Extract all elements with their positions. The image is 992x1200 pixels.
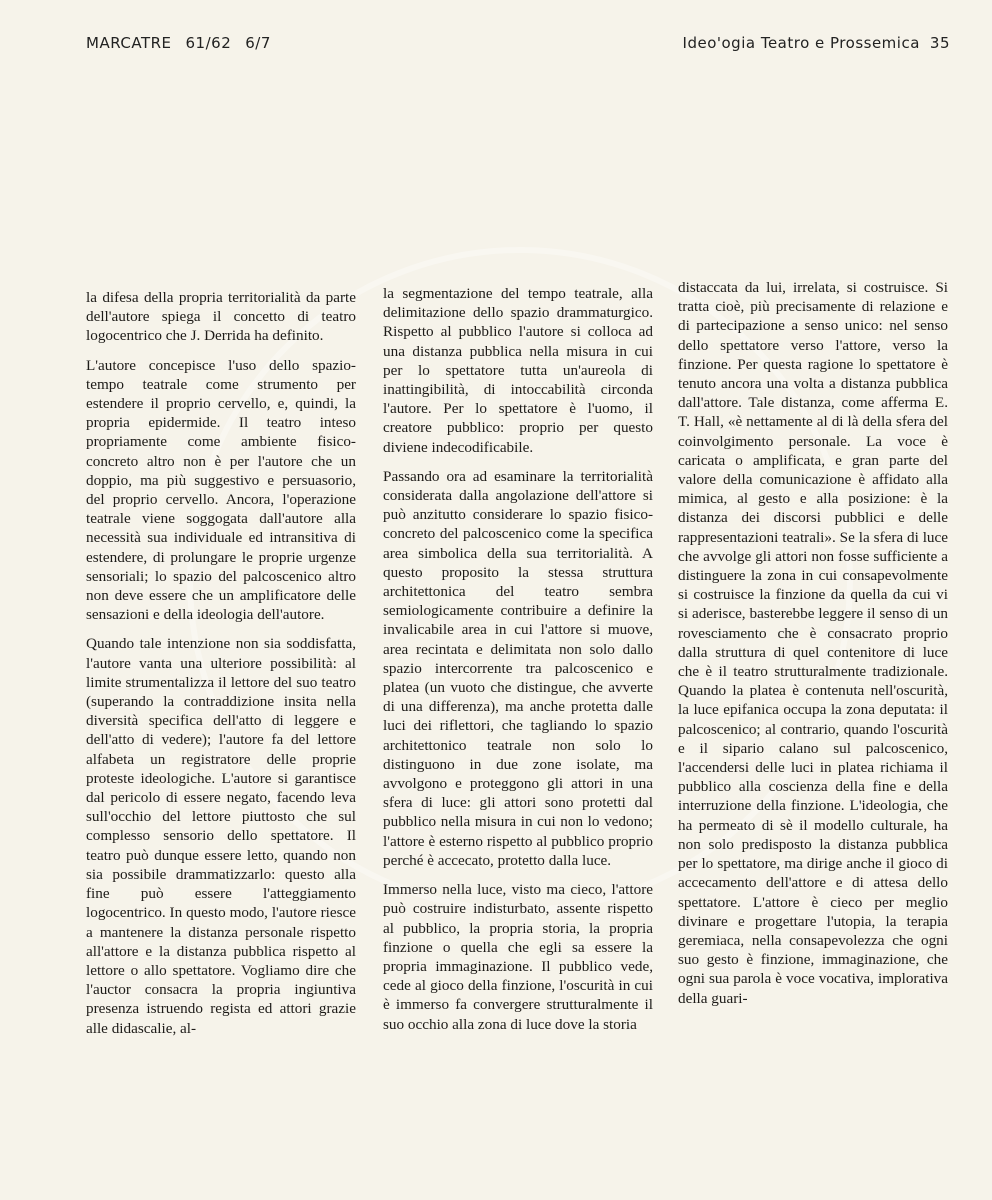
header-left xyxy=(86,34,285,52)
paragraph: la segmentazione del tempo teatrale, alla delimitazione dello spazio drammaturgico. Rispetto al pubblico l'autore si colloca ad una distanza pubblica nella misura in cui per lo spettatore tutta un'aureola di inattingibilità, di intoccabilità circonda l'autore. Per lo spettatore è l'uomo, il creatore pubblico: proprio per questo diviene indecodificabile. xyxy=(383,285,653,456)
running-header xyxy=(86,34,950,58)
paragraph: Quando tale intenzione non sia soddisfatta, l'autore vanta una ulteriore possibilità: al limite strumentalizza il lettore del suo teatro (superando la contraddizione insita nella diversità specifica dell'atto di leggere e dell'atto di vedere); l'autore fa del lettore alfabeta un registratore delle proprie proteste ideologiche. L'autore si garantisce dal pericolo di essere negato, facendo leva sull'occhio del lettore piuttosto che sul complesso sensorio dello spettatore. Il teatro può dunque essere letto, quando non sia possibile drammatizzarlo: questo alla fine può essere l'atteggiamento logocentrico. In questo modo, l'autore riesce a mantenere la distanza personale rispetto all'attore e la distanza pubblica rispetto al lettore o allo spettatore. Vogliamo dire che l'auctor consacra la propria ingiuntiva presenza istruendo regista ed attori grazie alle didascalie, al- xyxy=(86,635,356,1037)
text-column-1 xyxy=(86,288,356,1038)
paragraph: Passando ora ad esaminare la territorialità considerata dalla angolazione dell'attore si può anzitutto considerare lo spazio fisico-concreto del palcoscenico come la specifica area simbolica della sua territorialità. A questo proposito la stessa struttura architettonica del teatro sembra semiologicamente contribuire a definire la invalicabile area in cui l'attore si muove, area recintata e delimitata non solo dallo spazio intercorrente tra palcoscenico e platea (un vuoto che distingue, che avverte di una differenza), ma anche protetta dalle luci dei riflettori, che tagliando lo spazio architettonico teatrale non solo lo distinguono in due zone isolate, ma avvolgono e proteggono gli attori in una sfera di luce: gli attori sono protetti dal pubblico nella misura in cui non lo vedono; l'attore è esterno rispetto al pubblico proprio perché è accecato, protetto dalla luce. xyxy=(383,467,653,869)
text-column-3 xyxy=(678,278,948,1008)
article-body xyxy=(86,278,956,1178)
volume-number: 6/7 xyxy=(245,34,271,52)
paragraph: la difesa della propria territorialità da parte dell'autore spiega il concetto di teatro logocentrico che J. Derrida ha definito. xyxy=(86,289,356,345)
paragraph: Immerso nella luce, visto ma cieco, l'attore può costruire indisturbato, assente rispetto al pubblico, la propria storia, la propria finzione o quella che egli sa essere la propria immaginazione. Il pubblico vede, cede al gioco della finzione, l'oscurità in cui è immerso fa convergere strutturalmente il suo occhio alla zona di luce dove la storia xyxy=(383,881,653,1033)
text-column-2 xyxy=(383,284,653,1034)
header-right xyxy=(673,34,950,52)
paragraph: distaccata da lui, irrelata, si costruisce. Si tratta cioè, più precisamente di relazione e di partecipazione a senso unico: nel senso dello spettatore verso l'attore, verso la finzione. Per questa ragione lo spettatore è tenuto ancora una volta a distanza pubblica dall'attore. Tale distanza, come afferma E. T. Hall, «è nettamente al di là della sfera del coinvolgimento personale. La voce è caricata o amplificata, e gran parte del valore della comunicazione è affidato alla mimica, al gesto e alla posizione: è la distanza dei discorsi pubblici e delle rappresentazioni teatrali». Se la sfera di luce che avvolge gli attori non fosse sufficiente a distinguere la zona in cui consapevolmente si costruisce la finzione da quella da cui vi si aderisce, basterebbe leggere il senso di un rovesciamento che è consacrato proprio dalla struttura di quel contenitore di luce che è il teatro strutturalmente tradizionale. Quando la platea è contenuta nell'oscurità, la luce epifanica occupa la zona deputata: il palcoscenico; al contrario, quando l'oscurità e il sipario calano sul palcoscenico, l'accendersi delle luci in platea richiama il pubblico alla coscienza della fine e della interruzione della finzione. L'ideologia, che ha permeato di sè il modello culturale, ha non solo predisposto la distanza pubblica per lo spettatore, ma dirige anche il gioco di accecamento dell'attore e di attesa dello spettatore. L'attore è cieco per meglio divinare e progettare l'utopia, la terapia geremiaca, nella consapevolezza che ogni suo gesto è finzione, immaginazione, che ogni sua parola è voce vocativa, implorativa della guari- xyxy=(678,279,948,1007)
magazine-title: MARCATRE xyxy=(86,34,172,52)
page-number: 35 xyxy=(929,34,950,52)
paragraph: L'autore concepisce l'uso dello spazio-tempo teatrale come strumento per estendere il proprio cervello, e, quindi, la propria epidermide. Il teatro inteso propriamente come ambiente fisico-concreto altro non è per l'autore che un doppio, ma più suggestivo e persuasorio, del proprio cervello. Ancora, l'operazione teatrale viene soggogata dall'autore alla necessità sua individuale ed intransitiva di estendere, di prolungare le proprie urgenze sensoriali; lo spazio del palcoscenico altro non deve essere che un amplificatore delle sensazioni e della ideologia dell'autore. xyxy=(86,356,356,624)
issue-number: 61/62 xyxy=(185,34,232,52)
section-title: Ideo'ogia Teatro e Prossemica xyxy=(682,34,920,52)
